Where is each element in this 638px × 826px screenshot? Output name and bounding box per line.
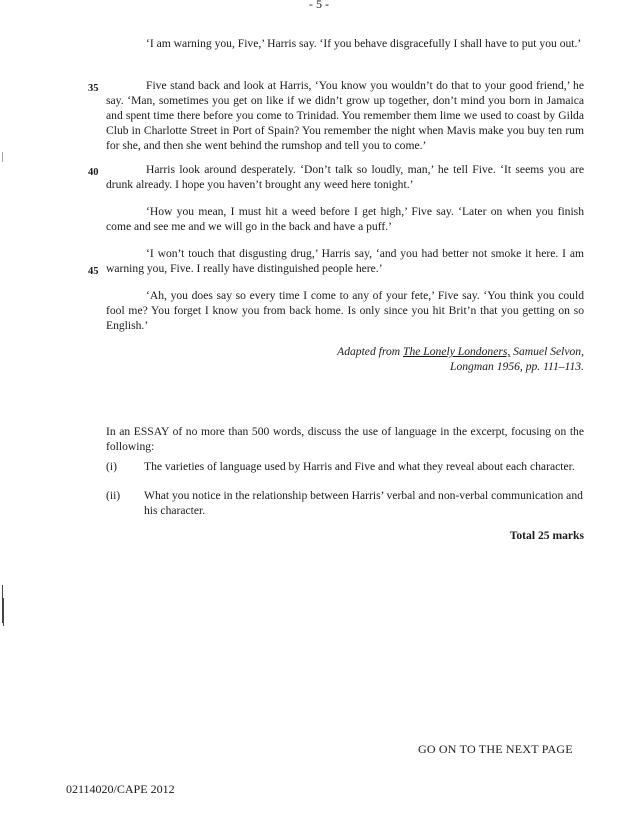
excerpt-paragraph: ‘I am warning you, Five,’ Harris say. ‘If you behave disgracefully I shall have to put you out.’ — [146, 37, 582, 50]
go-on-notice: GO ON TO THE NEXT PAGE — [418, 742, 573, 756]
excerpt-paragraph: ‘Ah, you does say so every time I come to any of your fete,’ Five say. ‘You think you could fool me? You forget I know you from back home. Is only since you hit Brit’n that you getting on so English.’ — [106, 289, 584, 332]
question-item-number: (i) — [106, 460, 117, 473]
excerpt-paragraph: Harris look around desperately. ‘Don’t talk so loudly, man,’ he tell Five. ‘It seems you are drunk already. I hope you haven’t brought any weed here tonight.’ — [106, 163, 584, 191]
citation-author: Samuel Selvon, — [510, 345, 584, 358]
paper-code: 02114020/CAPE 2012 — [66, 782, 175, 796]
page-number: - 5 - — [309, 0, 329, 11]
excerpt-paragraph: ‘I won’t touch that disgusting drug,’ Harris say, ‘and you had better not smoke it here. I am warning you, Five. I really have distinguished people here.’ — [106, 247, 584, 275]
total-marks: Total 25 marks — [509, 529, 584, 542]
excerpt-paragraph: ‘How you mean, I must hit a weed before I get high,’ Five say. ‘Later on when you finish come and see me and we will go in the back and have a puff.’ — [106, 205, 584, 233]
citation-title: The Lonely Londoners, — [403, 345, 511, 358]
line-number: 45 — [88, 266, 99, 277]
question-item-text: What you notice in the relationship between Harris’ verbal and non-verbal communication and his character. — [144, 489, 583, 517]
scan-mark — [2, 152, 3, 162]
scan-mark — [3, 598, 4, 626]
excerpt-paragraph: Five stand back and look at Harris, ‘You know you wouldn’t do that to your good friend,’ he say. ‘Man, sometimes you get on like if we didn’t grow up together, don’t mind you born in Jamaica and spent time there before you come to Trinidad. You remember them lime we used to coast by Gilda Club in Charlotte Street in Port of Spain? You remember the night when Mavis make you buy ten rum for she, and then she went behind the rumshop and tell you to come.’ — [106, 79, 584, 152]
question-item — [106, 459, 584, 474]
question-item-text: The varieties of language used by Harris and Five and what they reveal about each character. — [144, 460, 575, 473]
question-prompt: In an ESSAY of no more than 500 words, discuss the use of language in the excerpt, focusing on the following: — [106, 425, 584, 453]
line-number: 40 — [88, 167, 99, 178]
citation-publisher: Longman 1956, pp. 111–113. — [450, 360, 584, 373]
citation — [260, 344, 584, 374]
line-number: 35 — [88, 83, 99, 94]
question-item — [106, 488, 584, 518]
citation-prefix: Adapted from — [337, 345, 404, 358]
question-item-number: (ii) — [106, 489, 121, 502]
